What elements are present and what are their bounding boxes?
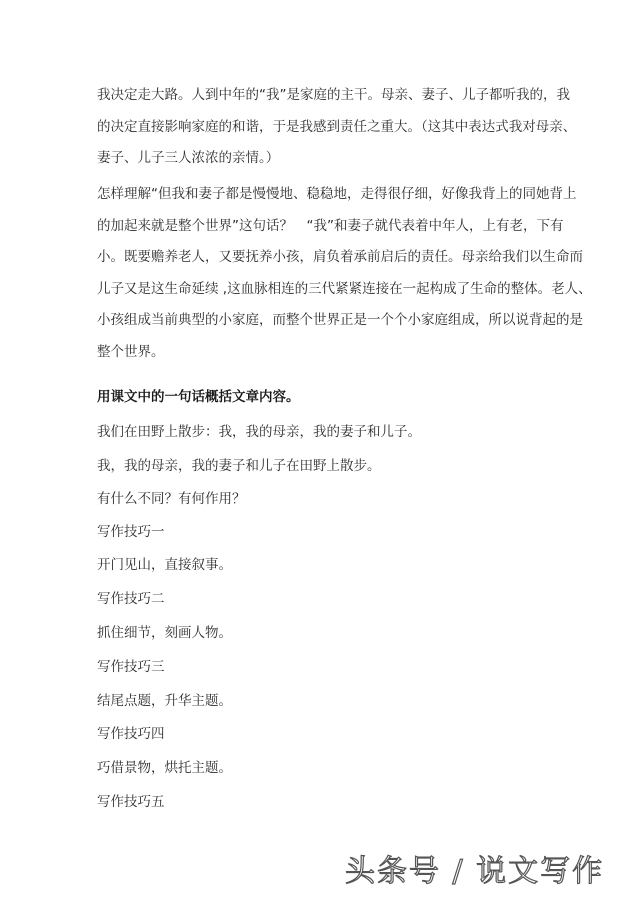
paragraph-family-decision — [97, 80, 577, 175]
text-line: 小孩组成当前典型的小家庭，而整个世界正是一个个小家庭组成，所以说背起的是 — [97, 312, 583, 328]
text-line: 怎样理解“但我和妻子都是慢慢地、稳稳地，走得很仔细，好像我背上的同她背上 — [97, 186, 577, 202]
technique-desc-1: 开门见山，直接叙事。 — [97, 557, 232, 573]
example-sentence-2: 我，我的母亲，我的妻子和儿子在田野上散步。 — [97, 458, 381, 474]
example-sentence-1: 我们在田野上散步：我，我的母亲，我的妻子和儿子。 — [97, 424, 421, 440]
paragraph-whole-world — [97, 179, 592, 368]
text-line: 妻子、儿子三人浓浓的亲情。） — [97, 150, 280, 166]
technique-title-5: 写作技巧五 — [97, 794, 165, 810]
text-line: 小。既要赡养老人，又要抚养小孩，肩负着承前启后的责任。母亲给我们以生命而 — [97, 249, 583, 265]
technique-title-3: 写作技巧三 — [97, 659, 165, 675]
summary-heading: 用课文中的一句话概括文章内容。 — [97, 389, 300, 405]
text-line: 儿子又是这生命延续 ,这血脉相连的三代紧紧连接在一起构成了生命的整体。老人、 — [97, 280, 592, 297]
text-line: 整个世界。 — [97, 343, 165, 360]
text-line: 的决定直接影响家庭的和谐，于是我感到责任之重大。（这其中表达式我对母亲、 — [97, 118, 577, 135]
technique-title-2: 写作技巧二 — [97, 591, 165, 607]
text-line: 我决定走大路。人到中年的“我”是家庭的主干。母亲、妻子、儿子都听我的，我 — [97, 87, 570, 103]
technique-desc-2: 抓住细节，刻画人物。 — [97, 625, 232, 641]
technique-title-1: 写作技巧一 — [97, 524, 165, 540]
difference-question: 有什么不同？有何作用？ — [97, 491, 246, 507]
technique-title-4: 写作技巧四 — [97, 726, 165, 742]
watermark-text: 头条号 / 说文写作 — [345, 854, 605, 889]
text-line: 的加起来就是整个世界”这句话？ “我”和妻子就代表着中年人，上有老，下有 — [97, 217, 564, 234]
technique-desc-4: 巧借景物，烘托主题。 — [97, 760, 232, 776]
technique-desc-3: 结尾点题，升华主题。 — [97, 693, 232, 709]
